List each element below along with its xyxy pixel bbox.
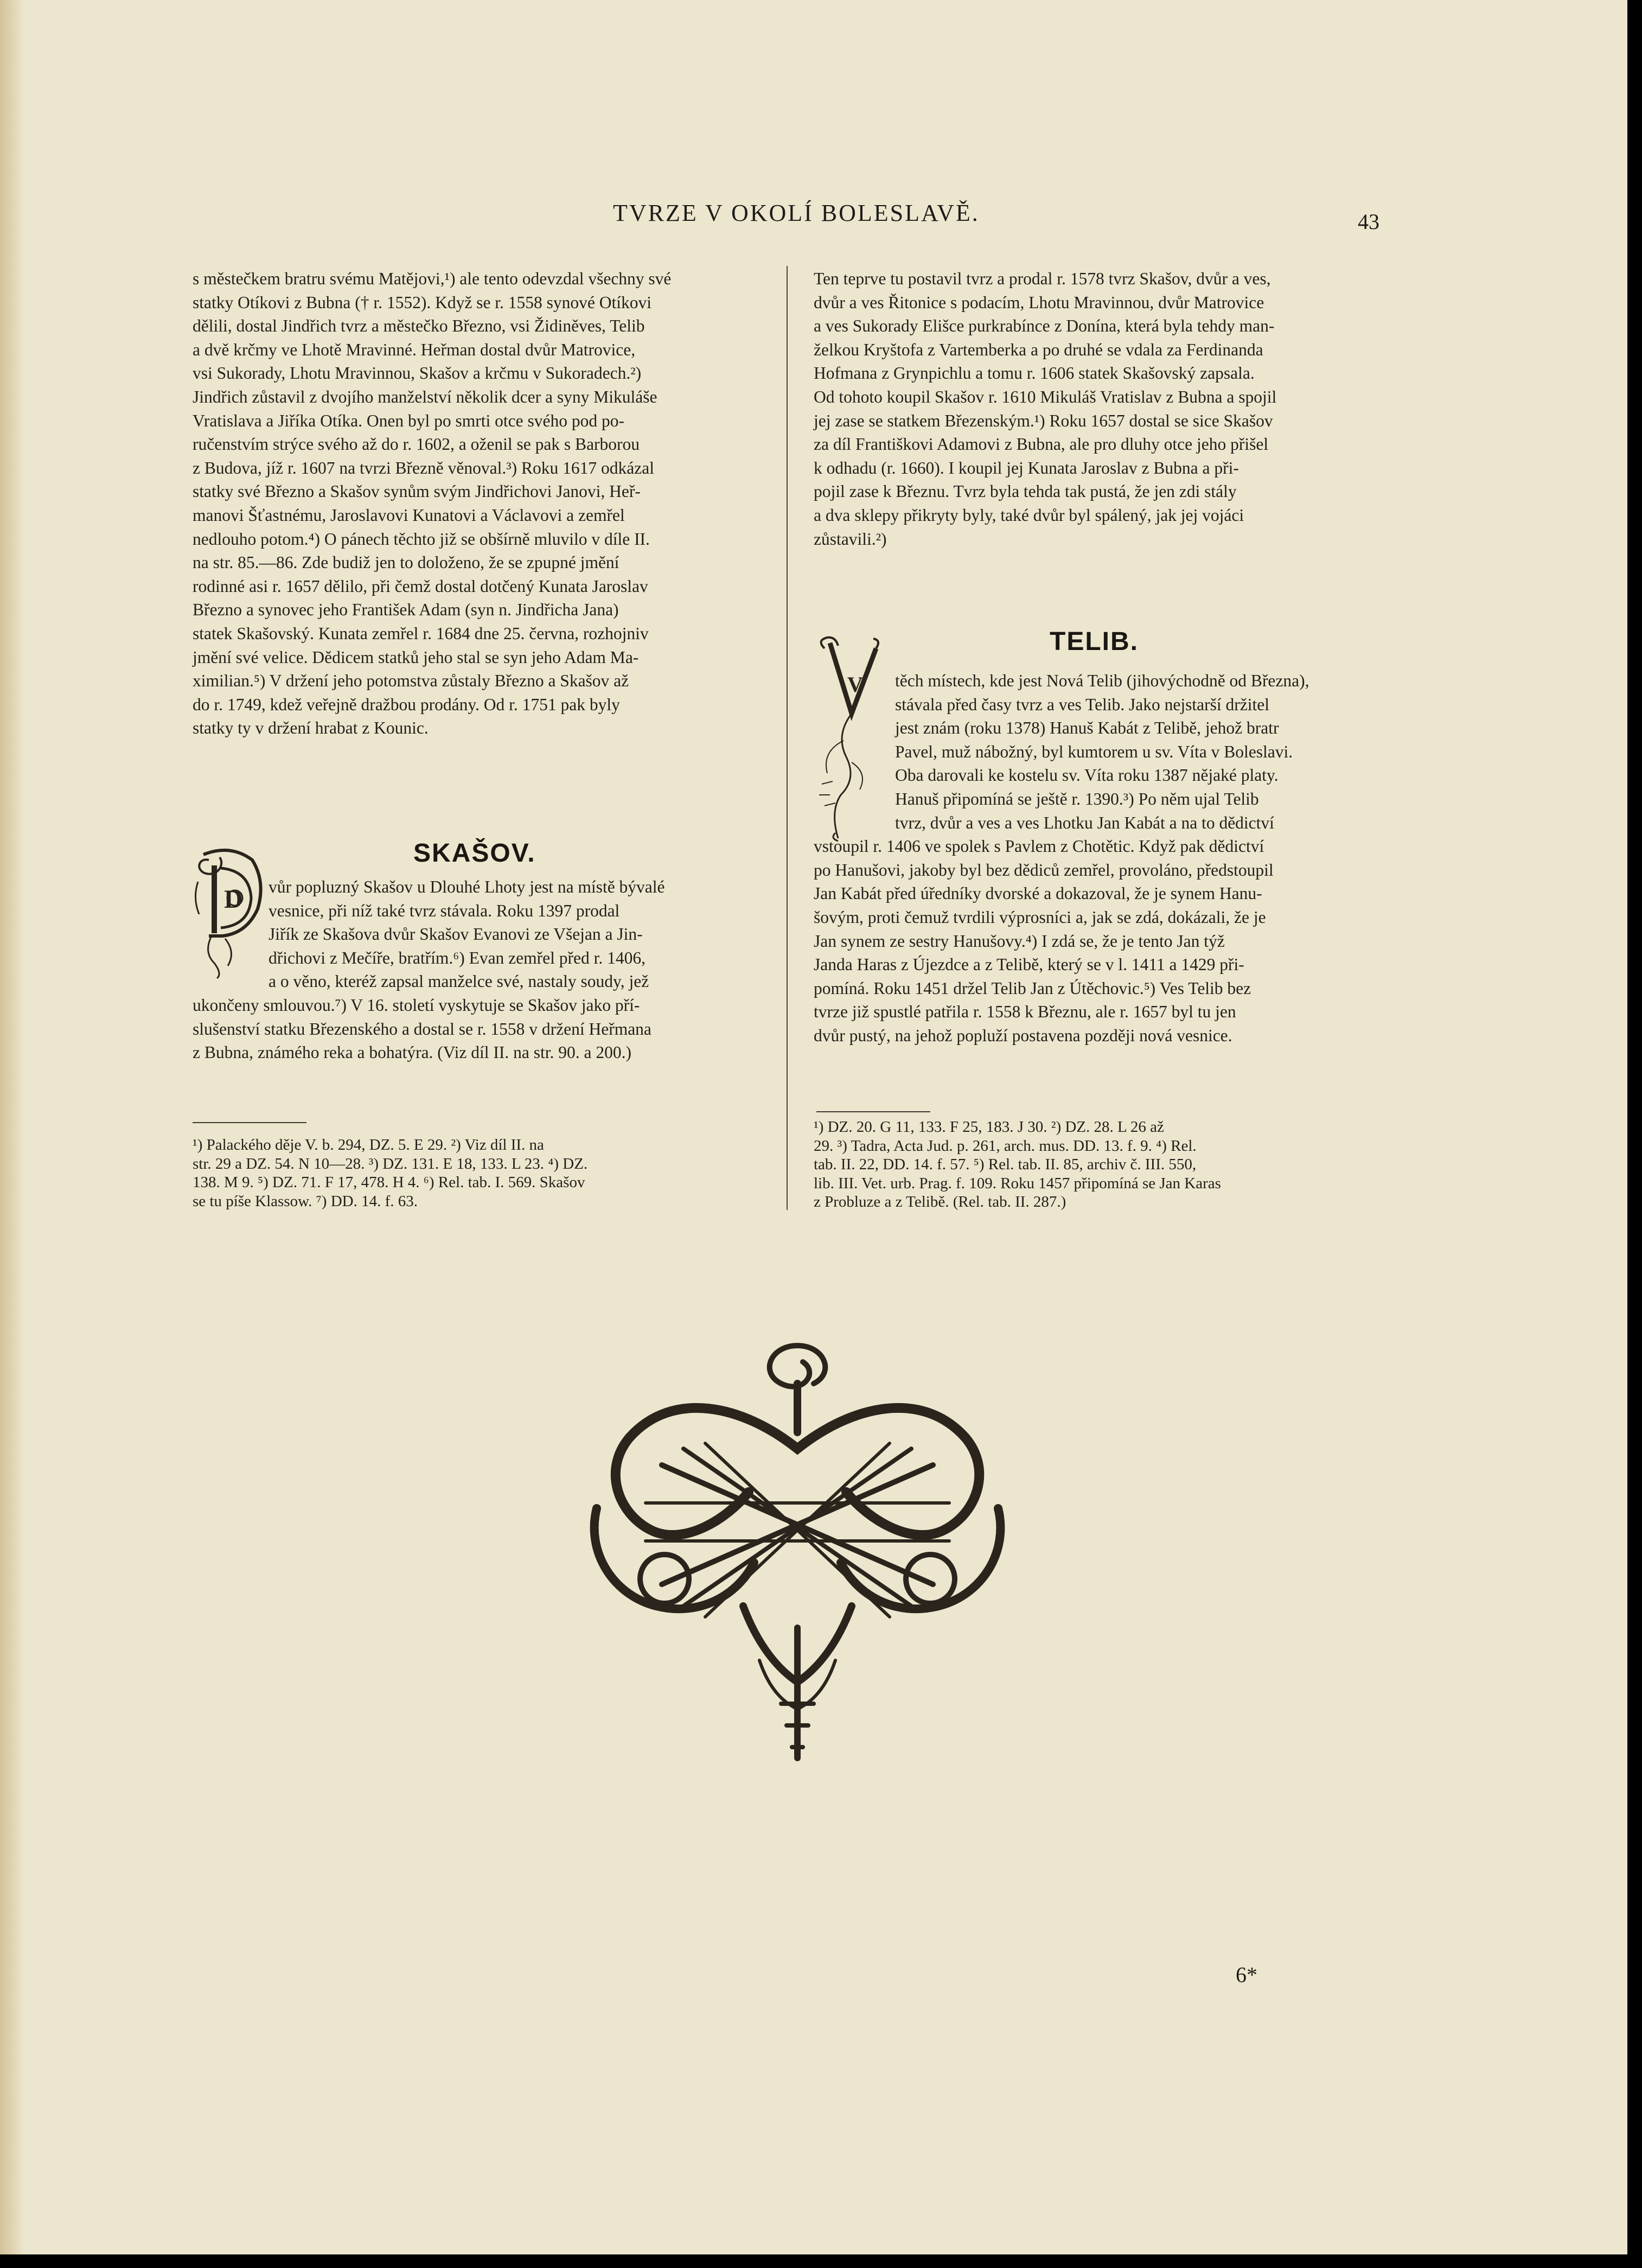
footnote-line: se tu píše Klassow. ⁷) DD. 14. f. 63.	[193, 1192, 418, 1210]
footnote-line: z Probluze a z Telibě. (Rel. tab. II. 287.)	[814, 1193, 1066, 1211]
text-line: Jiřík ze Skašova dvůr Skašov Evanovi ze Všejan a Jin-	[269, 925, 643, 944]
text-line: jej zase se statkem Březenským.¹) Roku 1657 dostal se sice Skašov	[814, 411, 1273, 430]
text-line: zůstavili.²)	[814, 529, 887, 549]
text-line: Jan Kabát před úředníky dvorské a dokazoval, že je synem Hanu-	[814, 884, 1262, 903]
text-line: dřichovi z Mečíře, bratřím.⁶) Evan zemřel před r. 1406,	[269, 948, 646, 967]
footnote-line: ¹) DZ. 20. G 11, 133. F 25, 183. J 30. ²) DZ. 28. L 26 až	[814, 1118, 1164, 1136]
skasov-text	[193, 875, 765, 1065]
section-heading-skasov: SKAŠOV.	[413, 839, 536, 868]
text-line: vůr popluzný Skašov u Dlouhé Lhoty jest na místě bývalé	[269, 877, 665, 896]
footnote-line: ¹) Palackého děje V. b. 294, DZ. 5. E 29. ²) Viz díl II. na	[193, 1136, 544, 1154]
telib-text	[814, 669, 1387, 1048]
text-line: dělili, dostal Jindřich tvrz a městečko Březno, vsi Židiněves, Telib	[193, 316, 645, 336]
footnote-line: str. 29 a DZ. 54. N 10—28. ³) DZ. 131. E 18, 133. L 23. ⁴) DZ.	[193, 1155, 588, 1173]
text-line: s městečkem bratru svému Matějovi,¹) ale tento odevzdal všechny své	[193, 269, 672, 288]
text-line: Jan synem ze sestry Hanušovy.⁴) I zdá se, že je tento Jan týž	[814, 931, 1225, 951]
text-line: pojil zase k Březnu. Tvrz byla tehda tak pustá, že jen zdi stály	[814, 482, 1237, 501]
text-line: Ten teprve tu postavil tvrz a prodal r. 1578 tvrz Skašov, dvůr a ves,	[814, 269, 1271, 288]
text-line: za díl Františkovi Adamovi z Bubna, ale pro dluhy otce jeho přišel	[814, 435, 1269, 454]
text-line: Od tohoto koupil Skašov r. 1610 Mikuláš Vratislav z Bubna a spojil	[814, 387, 1277, 406]
footnotes-right	[814, 1118, 1387, 1212]
book-spine-shadow	[0, 0, 24, 2254]
text-line: tvrz, dvůr a ves a ves Lhotku Jan Kabát a na to dědictví	[895, 813, 1274, 832]
section-heading-telib: TELIB.	[1050, 627, 1139, 656]
text-line: z Budova, jíž r. 1607 na tvrzi Březně věnoval.³) Roku 1617 odkázal	[193, 458, 654, 477]
text-line: slušenství statku Březenského a dostal se r. 1558 v držení Heřmana	[193, 1019, 651, 1039]
text-line: želkou Kryštofa z Vartemberka a po druhé se vdala za Ferdinanda	[814, 340, 1263, 359]
text-line: ručenstvím strýce svého až do r. 1602, a oženil se pak s Barborou	[193, 435, 640, 454]
text-line: statky své Březno a Skašov synům svým Jindřichovi Janovi, Heř-	[193, 482, 641, 501]
text-line: tvrze již spustlé patřila r. 1558 k Březnu, ale r. 1657 byl tu jen	[814, 1002, 1236, 1022]
text-line: statky Otíkovi z Bubna († r. 1552). Když se r. 1558 synové Otíkovi	[193, 292, 652, 312]
text-line: těch místech, kde jest Nová Telib (jihovýchodně od Března),	[895, 671, 1309, 690]
text-line: z Bubna, známého reka a bohatýra. (Viz díl II. na str. 90. a 200.)	[193, 1043, 631, 1062]
text-line: Jindřich zůstavil z dvojího manželství několik dcer a syny Mikuláše	[193, 387, 657, 406]
text-line: Oba darovali ke kostelu sv. Víta roku 1387 nějaké platy.	[895, 766, 1279, 785]
initial-letter-d: D	[224, 885, 243, 914]
footnote-line: lib. III. Vet. urb. Prag. f. 109. Roku 1457 připomíná se Jan Karas	[814, 1174, 1221, 1192]
text-line: k odhadu (r. 1660). I koupil jej Kunata Jaroslav z Bubna a při-	[814, 458, 1239, 477]
text-line: dvůr pustý, na jehož popluží postavena později nová vesnice.	[814, 1025, 1232, 1045]
text-line: statek Skašovský. Kunata zemřel r. 1684 dne 25. června, rozhojniv	[193, 623, 649, 643]
text-line: vesnice, při níž také tvrz stávala. Roku 1397 prodal	[269, 901, 620, 920]
text-line: Hanuš připomíná se ještě r. 1390.³) Po něm ujal Telib	[895, 789, 1259, 808]
text-line: Pavel, muž nábožný, byl kumtorem u sv. Víta v Boleslavi.	[895, 742, 1293, 761]
signature-mark: 6*	[1236, 1963, 1257, 1987]
text-line: statky ty v držení hrabat z Kounic.	[193, 718, 429, 738]
text-line: ukončeny smlouvou.⁷) V 16. století vyskytuje se Skašov jako pří-	[193, 995, 640, 1015]
text-line: Březno a synovec jeho František Adam (syn n. Jindřicha Jana)	[193, 600, 619, 620]
text-line: pomíná. Roku 1451 držel Telib Jan z Útěchovic.⁵) Ves Telib bez	[814, 978, 1251, 998]
footnote-line: 138. M 9. ⁵) DZ. 71. F 17, 478. H 4. ⁶) Rel. tab. I. 569. Skašov	[193, 1174, 585, 1192]
text-line: vstoupil r. 1406 ve spolek s Pavlem z Chotětic. Když pak dědictví	[814, 837, 1264, 856]
right-column-text	[814, 267, 1387, 551]
text-line: ximilian.⁵) V držení jeho potomstva zůstaly Březno a Skašov až	[193, 671, 629, 691]
page-number: 43	[1358, 209, 1379, 234]
text-line: manovi Šťastnému, Jaroslavovi Kunatovi a Václavovi a zemřel	[193, 505, 625, 525]
text-line: jmění své velice. Dědicem statků jeho stal se syn jeho Adam Ma-	[193, 647, 639, 667]
text-line: a dvě krčmy ve Lhotě Mravinné. Heřman dostal dvůr Matrovice,	[193, 340, 636, 359]
column-divider	[787, 266, 788, 1210]
footnote-line: 29. ³) Tadra, Acta Jud. p. 261, arch. mus. DD. 13. f. 9. ⁴) Rel.	[814, 1137, 1197, 1155]
footnote-line: tab. II. 22, DD. 14. f. 57. ⁵) Rel. tab. II. 85, archiv č. III. 550,	[814, 1156, 1197, 1174]
left-column-text	[193, 267, 765, 740]
text-line: vsi Sukorady, Lhotu Mravinnou, Skašov a krčmu v Sukoradech.²)	[193, 364, 642, 383]
text-line: do r. 1749, kdež veřejně dražbou prodány. Od r. 1751 pak byly	[193, 695, 620, 714]
text-line: a ves Sukorady Elišce purkrabínce z Donína, která byla tehdy man-	[814, 316, 1275, 336]
text-line: po Hanušovi, jakoby byl bez dědiců zemřel, provoláno, předstoupil	[814, 860, 1274, 880]
footnote-rule-right	[816, 1111, 930, 1112]
footnotes-left	[193, 1136, 765, 1211]
text-line: Janda Haras z Újezdce a z Telibě, který se v l. 1411 a 1429 při-	[814, 955, 1244, 974]
footnote-rule-left	[193, 1122, 306, 1123]
text-line: stávala před časy tvrz a ves Telib. Jako nejstarší držitel	[895, 695, 1269, 714]
initial-letter-v: V	[847, 672, 863, 697]
running-head: TVRZE V OKOLÍ BOLESLAVĚ.	[613, 200, 980, 226]
text-line: dvůr a ves Řitonice s podacím, Lhotu Mravinnou, dvůr Matrovice	[814, 292, 1264, 312]
text-line: Hofmana z Grynpichlu a tomu r. 1606 statek Skašovský zapsala.	[814, 364, 1255, 383]
text-line: Vratislava a Jiříka Otíka. Onen byl po smrti otce svého pod po-	[193, 411, 624, 430]
text-line: a o věno, kteréž zapsal manželce své, nastaly soudy, jež	[269, 972, 649, 991]
text-line: rodinné asi r. 1657 dělilo, při čemž dostal dotčený Kunata Jaroslav	[193, 576, 648, 596]
text-line: a dva sklepy přikryty byly, také dvůr byl spálený, jak jej vojáci	[814, 505, 1244, 525]
text-line: na str. 85.—86. Zde budiž jen to doloženo, že se zpupné jmění	[193, 553, 619, 572]
text-line: nedlouho potom.⁴) O pánech těchto již se obšírně mluvilo v díle II.	[193, 529, 650, 549]
text-line: šovým, proti čemuž tvrdili výprosníci a, jak se zdá, dokázali, že je	[814, 907, 1266, 927]
celtic-knot-ornament	[564, 1324, 1031, 1791]
text-line: jest znám (roku 1378) Hanuš Kabát z Telibě, jehož bratr	[895, 718, 1279, 738]
